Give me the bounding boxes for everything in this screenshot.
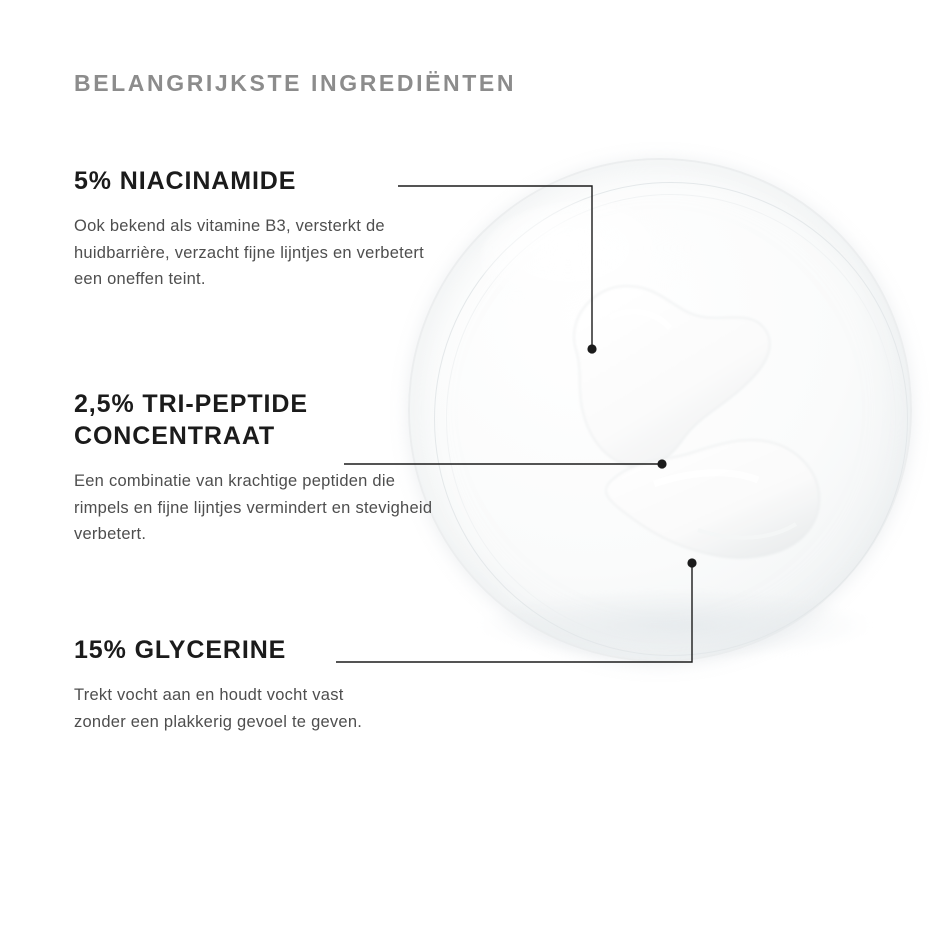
ingredient-description: Trekt vocht aan en houdt vocht vast zonder een plakkerig gevoel te geven.: [74, 686, 363, 731]
ingredient-description: Ook bekend als vitamine B3, versterkt de huidbarrière, verzacht fijne lijntjes en verbetert een oneffen teint.: [74, 217, 425, 289]
ingredient-title: 5% NIACINAMIDE: [74, 167, 297, 195]
ingredient-item: [74, 165, 444, 293]
page-title: BELANGRIJKSTE INGREDIËNTEN: [74, 70, 517, 96]
ingredient-description: Een combinatie van krachtige peptiden die rimpels en fijne lijntjes vermindert en stevigheid verbetert.: [74, 472, 433, 544]
ingredient-title: 2,5% TRI-PEPTIDE CONCENTRAAT: [74, 390, 308, 450]
cream-swatch-icon: [398, 150, 928, 690]
ingredient-item: [74, 388, 444, 548]
product-image: [398, 150, 928, 690]
ingredient-item: [74, 634, 394, 735]
ingredient-title: 15% GLYCERINE: [74, 636, 287, 664]
